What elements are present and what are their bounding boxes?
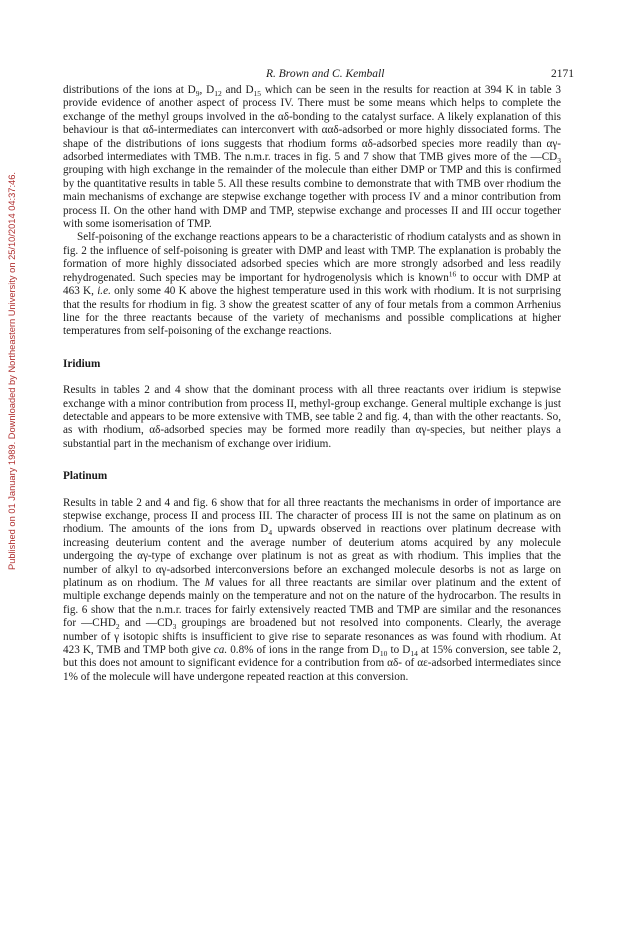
paragraph-rhodium-distributions: distributions of the ions at $D_9$, $D_{12}$ and $D_{15}$ which can be seen in the results for reaction at 394 K in table 3 provide evidence of another aspect of process IV. There must be some means which helps to complete the exchange of the methyl groups involved in the αδ-bonding to the catalyst surface. A likely explanation of this behaviour is that αδ-intermediates can interconvert with ααδ-adsorbed or more highly dissociated forms. The shape of the distributions of ions suggests that rhodium forms αδ-adsorbed species more readily than αγ-adsorbed intermediates with TMB. The n.m.r. traces in fig. 5 and 7 show that TMB gives more of the $—CD_3$ grouping with high exchange in the remainder of the molecule than either DMP or TMP and this is confirmed by the quantitative results in table 5. All these results combine to demonstrate that with TMB over rhodium the main mechanisms of exchange are stepwise exchange together with process IV and a minor contribution from process II. On the other hand with DMP and TMP, stepwise exchange and processes II and III occur together with some isomerisation of TMP. [63, 84, 561, 231]
download-watermark-text: Published on 01 January 1989. Downloaded by Northeastern University on 25/10/2014 04:37:46. [7, 172, 17, 570]
paragraph-platinum: Results in table 2 and 4 and fig. 6 show that for all three reactants the mechanisms in order of importance are stepwise exchange, process II and process III. The character of process III is not the same on platinum as on rhodium. The amounts of the ions from $D_4$ upwards observed in reactions over platinum decrease with increasing deuterium content and the average number of deuterium atoms acquired by any molecule undergoing the αγ-type of exchange over platinum is not as great as with rhodium. This implies that the number of alkyl to αγ-adsorbed interconversions before an exchanged molecule desorbs is not as large on platinum as on rhodium. The M values for all three reactants are similar over platinum and the extent of multiple exchange depends mainly on the temperature and not on the nature of the hydrocarbon. The results in fig. 6 show that the n.m.r. traces for fairly extensively reacted TMB and TMP are similar and the resonances for $—CHD_2$ and $—CD_3$ groupings are broadened but not resolved into components. Clearly, the average number of γ isotopic shifts is insufficient to give rise to separate resonances as was found with rhodium. At 423 K, TMB and TMP both give ca. 0.8% of ions in the range from $D_{10}$ to $D_{14}$ at 15% conversion, see table 2, but this does not amount to significant evidence for a contribution from αδ- of αε-adsorbed intermediates since 1% of the molecule will have undergone repeated reaction at this conversion. [63, 496, 562, 683]
paragraph-iridium: Results in tables 2 and 4 show that the dominant process with all three reactants over iridium is stepwise exchange with a minor contribution from process II, methyl-group exchange. General multiple exchange is just detectable and appears to be more extensive with TMB, see table 2 and fig. 4, than with the other reactants. So, as with rhodium, αδ-adsorbed species may be formed more readily than αγ-species, but neither plays a substantial part in the mechanism of exchange over iridium. [63, 384, 561, 450]
running-head [0, 68, 624, 82]
running-head-authors: R. Brown and C. Kemball [266, 68, 385, 80]
page-number: 2171 [551, 68, 574, 80]
section-heading-platinum: Platinum [63, 470, 108, 483]
paragraph-self-poisoning: Self-poisoning of the exchange reactions appears to be a characteristic of rhodium catalysts and as shown in fig. 2 the influence of self-poisoning is greater with DMP and least with TMP. The explanation is probably the formation of more highly dissociated adsorbed species which are more strongly adsorbed and less readily rehydrogenated. Such species may be important for hydrogenolysis which is known$^{16}$ to occur with DMP at 463 K, i.e. only some 40 K above the highest temperature used in this work with rhodium. It is not surprising that the results for rhodium in fig. 3 show the greatest scatter of any of four metals from a common Arrhenius line for the three reactants because of the variety of mechanisms and possible complications at higher temperatures from self-poisoning of the exchange reactions. [63, 231, 562, 338]
section-heading-iridium: Iridium [63, 357, 101, 370]
download-watermark [4, 80, 18, 570]
article-body [63, 84, 561, 684]
